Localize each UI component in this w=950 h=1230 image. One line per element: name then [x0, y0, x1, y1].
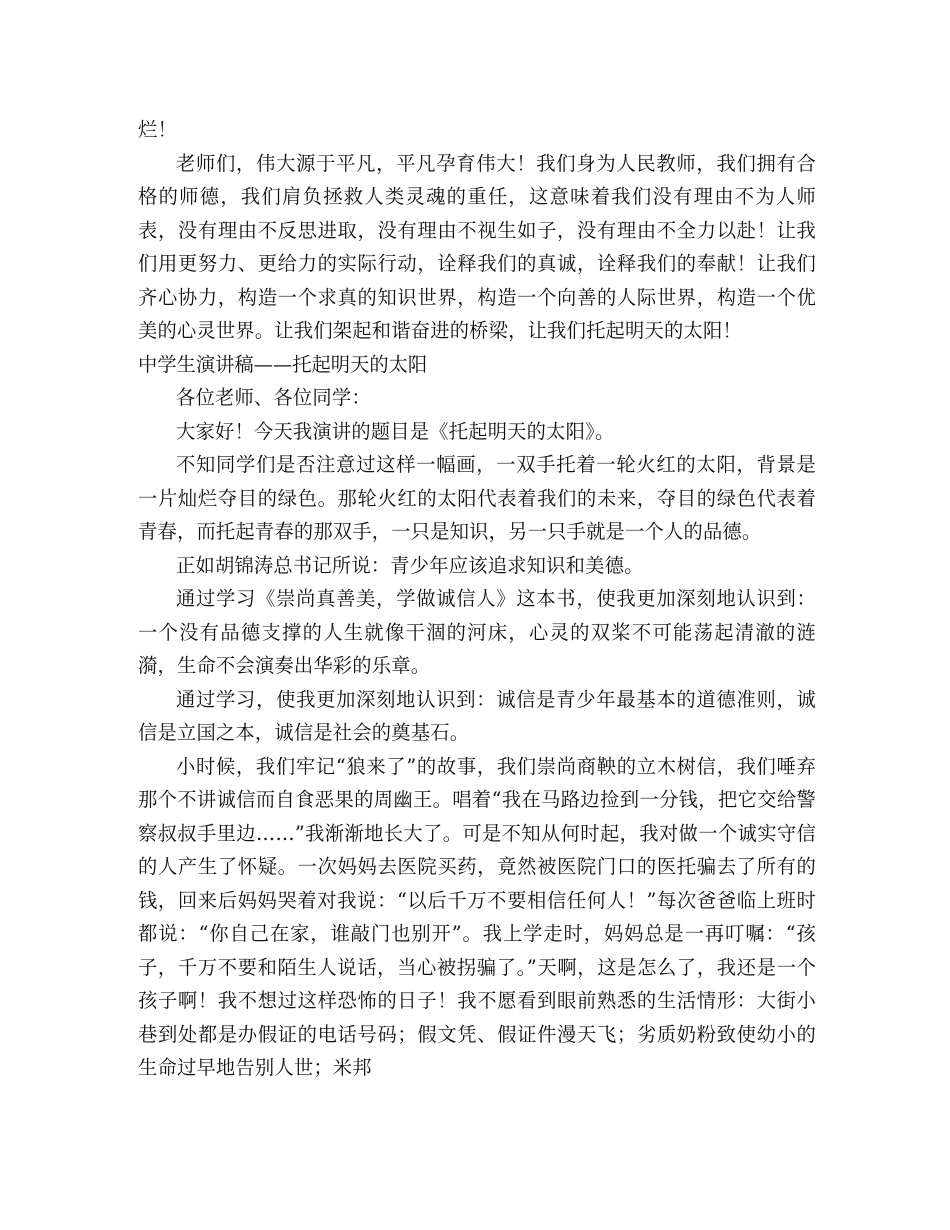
paragraph-continuation: 烂！ [138, 118, 177, 141]
speech-title: 中学生演讲稿——托起明天的太阳 [138, 352, 428, 376]
paragraph-honesty: 通过学习，使我更加深刻地认识到：诚信是青少年最基本的道德准则，诚信是立国之本，诚信是社会的奠基石。 [138, 687, 816, 744]
paragraph-childhood: 小时候，我们牢记“狼来了”的故事，我们崇尚商鞅的立木树信，我们唾弃那个不讲诚信而自食恶果的周幽王。唱着“我在马路边捡到一分钱，把它交给警察叔叔手里边……”我渐渐地长大了。可是不知从何时起，我对做一个诚实守信的人产生了怀疑。一次妈妈去医院买药，竟然被医院门口的医托骗去了所有的钱，回来后妈妈哭着对我说：“以后千万不要相信任何人！”每次爸爸临上班时都说：“你自己在家，谁敲门也别开”。我上学走时，妈妈总是一再叮嘱：“孩子，千万不要和陌生人说话，当心被拐骗了。”天啊，这是怎么了，我还是一个孩子啊！我不想过这样恐怖的日子！我不愿看到眼前熟悉的生活情形：大街小巷到处都是办假证的电话号码；假文凭、假证件漫天飞；劣质奶粉致使幼小的生命过早地告别人世；米邦 [138, 754, 816, 1079]
paragraph-quote: 正如胡锦涛总书记所说：青少年应该追求知识和美德。 [176, 553, 644, 577]
paragraph-book: 通过学习《崇尚真善美，学做诚信人》这本书，使我更加深刻地认识到：一个没有品德支撑的人生就像干涸的河床，心灵的双桨不可能荡起清澈的涟漪，生命不会演奏出华彩的乐章。 [138, 587, 816, 677]
paragraph-painting: 不知同学们是否注意过这样一幅画，一双手托着一轮火红的太阳，背景是一片灿烂夺目的绿色。那轮火红的太阳代表着我们的未来，夺目的绿色代表着青春，而托起青春的那双手，一只是知识，另一只手就是一个人的品德。 [138, 453, 816, 543]
paragraph-teachers: 老师们，伟大源于平凡，平凡孕育伟大！我们身为人民教师，我们拥有合格的师德，我们肩负拯救人类灵魂的重任，这意味着我们没有理由不为人师表，没有理由不反思进取，没有理由不视生如子，没有理由不全力以赴！让我们用更努力、更给力的实际行动，诠释我们的真诚，诠释我们的奉献！让我们齐心协力，构造一个求真的知识世界，构造一个向善的人际世界，构造一个优美的心灵世界。让我们架起和谐奋进的桥梁，让我们托起明天的太阳！ [138, 151, 816, 342]
document-body [138, 113, 816, 1085]
paragraph-greeting: 各位老师、各位同学： [176, 386, 371, 409]
paragraph-intro: 大家好！今天我演讲的题目是《托起明天的太阳》。 [176, 419, 615, 443]
